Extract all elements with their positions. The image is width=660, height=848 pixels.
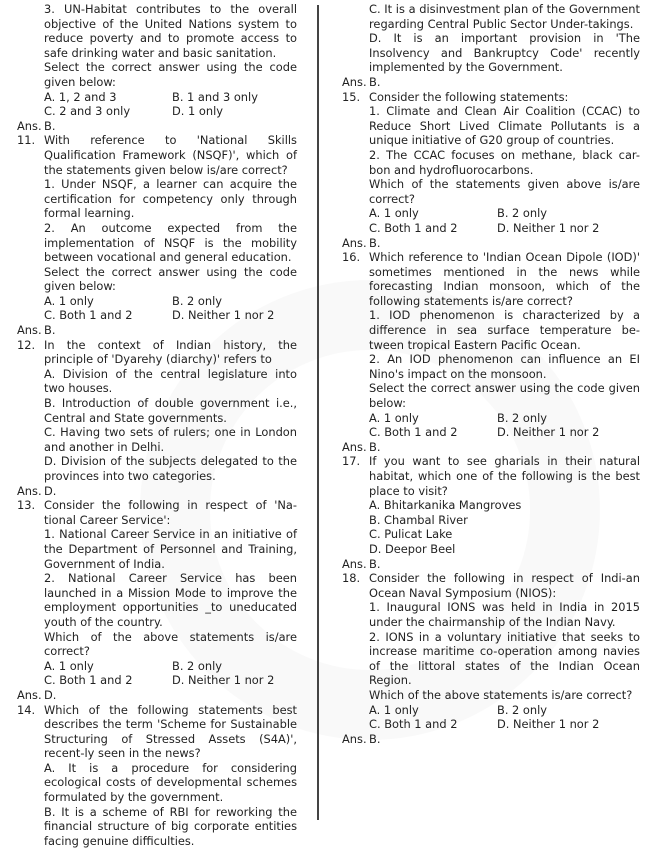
answer-11 [17,323,297,338]
question-14-tail [369,2,640,75]
statement-1: 1. Inaugural IONS was held in India in 2015 under the chairmanship of the Indian Navy. [369,600,640,629]
answer-value: B. [369,236,380,251]
statement-3: 3. UN-Habitat contributes to the overall objective of the United Nations system to reduce poverty and to promote access to safe drinking water and basic sanitation. [44,2,297,60]
option-b: B. Chambal River [369,513,640,528]
question-10-tail [44,2,297,119]
option-d: D. Neither 1 nor 2 [497,221,640,236]
option-a: A. 1 only [369,206,497,221]
option-b: B. 2 only [497,206,640,221]
answer-value: D. [44,688,56,703]
question-number: 11. [17,133,44,323]
question-number: 12. [17,338,44,484]
question-number: 16. [342,250,369,440]
options [369,703,640,732]
answer-label: Ans. [342,236,369,251]
answer-16 [342,440,640,455]
option-b: B. Introduction of double government i.e., Central and State governments. [44,396,297,425]
question-18 [342,571,640,732]
question-stem: In the context of Indian history, the principle of 'Dyarehy (diarchy)' refers to [44,338,297,367]
option-c: C. It is a disinvestment plan of the Government regarding Central Public Sector Under-takings. [369,2,640,31]
answer-13 [17,688,297,703]
options [44,659,297,688]
left-column [17,2,297,848]
question-stem: With reference to 'National Skills Qualification Framework (NSQF)', which of the statements given below is/are correct? [44,133,297,177]
option-d: D. Deepor Beel [369,542,640,557]
options [369,498,640,556]
option-d: D. 1 only [172,104,297,119]
answer-value: B. [369,732,380,747]
answer-label: Ans. [17,688,44,703]
answer-label: Ans. [17,484,44,499]
statement-1: 1. Climate and Clean Air Coalition (CCAC) to Reduce Short Lived Climate Pollutants is a unique initiative of G20 group of countries. [369,104,640,148]
answer-value: B. [369,557,380,572]
answer-value: B. [44,119,55,134]
option-a: A. Division of the central legislature into two houses. [44,367,297,396]
instruction: Which of the statements given above is/are correct? [369,177,640,206]
option-c: C. Both 1 and 2 [44,673,172,688]
answer-label: Ans. [342,732,369,747]
option-c: C. Having two sets of rulers; one in London and another in Delhi. [44,425,297,454]
question-number: 15. [342,90,369,236]
option-c: C. Both 1 and 2 [369,717,497,732]
option-a: A. 1 only [44,294,172,309]
option-b: B. 2 only [497,411,640,426]
statement-2: 2. National Career Service has been launched in a Mission Mode to improve the employment opportunities _to uneducated youth of the country. [44,571,297,629]
option-c: C. Both 1 and 2 [44,308,172,323]
question-12 [17,338,297,484]
option-d: D. Division of the subjects delegated to the provinces into two categories. [44,454,297,483]
answer-value: D. [44,484,56,499]
question-stem: Which reference to 'Indian Ocean Dipole (IOD)' sometimes mentioned in the news while forecasting Indian monsoon, which of the following statements is/are correct? [369,250,640,308]
question-number: 14. [17,703,44,848]
option-c: C. Both 1 and 2 [369,221,497,236]
option-b: B. 2 only [172,659,297,674]
question-stem: Consider the following statements: [369,90,640,105]
question-stem: Consider the following in respect of Indi-an Ocean Naval Symposium (NIOS): [369,571,640,600]
question-11 [17,133,297,323]
option-d: D. Neither 1 nor 2 [172,308,297,323]
answer-label: Ans. [342,75,369,90]
option-b: B. 2 only [497,703,640,718]
option-b: B. 2 only [172,294,297,309]
right-column [342,2,640,746]
answer-17 [342,557,640,572]
column-divider [317,5,319,820]
option-a: A. 1 only [369,411,497,426]
options [369,411,640,440]
statement-2: 2. An IOD phenomenon can influence an EI Nino's impact on the monsoon. [369,352,640,381]
options [44,294,297,323]
answer-14 [342,75,640,90]
question-15 [342,90,640,236]
answer-label: Ans. [17,323,44,338]
option-a: A. 1 only [369,703,497,718]
option-d: D. It is an important provision in 'The Insolvency and Bankruptcy Code' recently implemented by the Government. [369,31,640,75]
question-number: 18. [342,571,369,732]
instruction: Select the correct answer using the code given below: [44,265,297,294]
answer-10 [17,119,297,134]
answer-value: B. [369,440,380,455]
question-stem: If you want to see gharials in their natural habitat, which one of the following is the best place to visit? [369,454,640,498]
option-a: A. 1 only [44,659,172,674]
statement-1: 1. Under NSQF, a learner can acquire the certification for competency only through formal learning. [44,177,297,221]
option-b: B. 1 and 3 only [172,90,297,105]
answer-label: Ans. [342,440,369,455]
option-d: D. Neither 1 nor 2 [497,717,640,732]
option-b: B. It is a scheme of RBI for reworking the financial structure of big corporate entities facing genuine difficulties. [44,805,297,848]
question-number: 13. [17,498,44,688]
instruction: Which of the above statements is/are correct? [44,630,297,659]
answer-value: B. [44,323,55,338]
option-a: A. Bhitarkanika Mangroves [369,498,640,513]
answer-15 [342,236,640,251]
instruction: Which of the above statements is/are correct? [369,688,640,703]
options [369,206,640,235]
statement-2: 2. IONS in a voluntary initiative that seeks to increase maritime co-operation among navies of the littoral states of the Indian Ocean Region. [369,630,640,688]
option-d: D. Neither 1 nor 2 [172,673,297,688]
option-a: A. It is a procedure for considering ecological costs of developmental schemes formulated by the government. [44,761,297,805]
options [44,90,297,119]
question-stem: Which of the following statements best describes the term 'Scheme for Sustainable Structuring of Stressed Assets (S4A)', recent-ly seen in the news? [44,703,297,761]
question-16 [342,250,640,440]
answer-value: B. [369,75,380,90]
option-c: C. Both 1 and 2 [369,425,497,440]
statement-2: 2. The CCAC focuses on methane, black car-bon and hydrofluorocarbons. [369,148,640,177]
answer-12 [17,484,297,499]
statement-2: 2. An outcome expected from the implementation of NSQF is the mobility between vocational and general education. [44,221,297,265]
option-c: C. Pulicat Lake [369,527,640,542]
question-14 [17,703,297,848]
instruction: Select the correct answer using the code given below: [369,381,640,410]
statement-1: 1. IOD phenomenon is characterized by a difference in sea surface temperature be-tween tropical Eastern Pacific Ocean. [369,308,640,352]
answer-18 [342,732,640,747]
answer-label: Ans. [17,119,44,134]
statement-1: 1. National Career Service in an initiative of the Department of Personnel and Training, Government of India. [44,527,297,571]
option-a: A. 1, 2 and 3 [44,90,172,105]
question-number: 17. [342,454,369,556]
answer-label: Ans. [342,557,369,572]
option-c: C. 2 and 3 only [44,104,172,119]
question-stem: Consider the following in respect of 'Na-tional Career Service': [44,498,297,527]
question-13 [17,498,297,688]
option-d: D. Neither 1 nor 2 [497,425,640,440]
question-17 [342,454,640,556]
instruction: Select the correct answer using the code given below: [44,60,297,89]
